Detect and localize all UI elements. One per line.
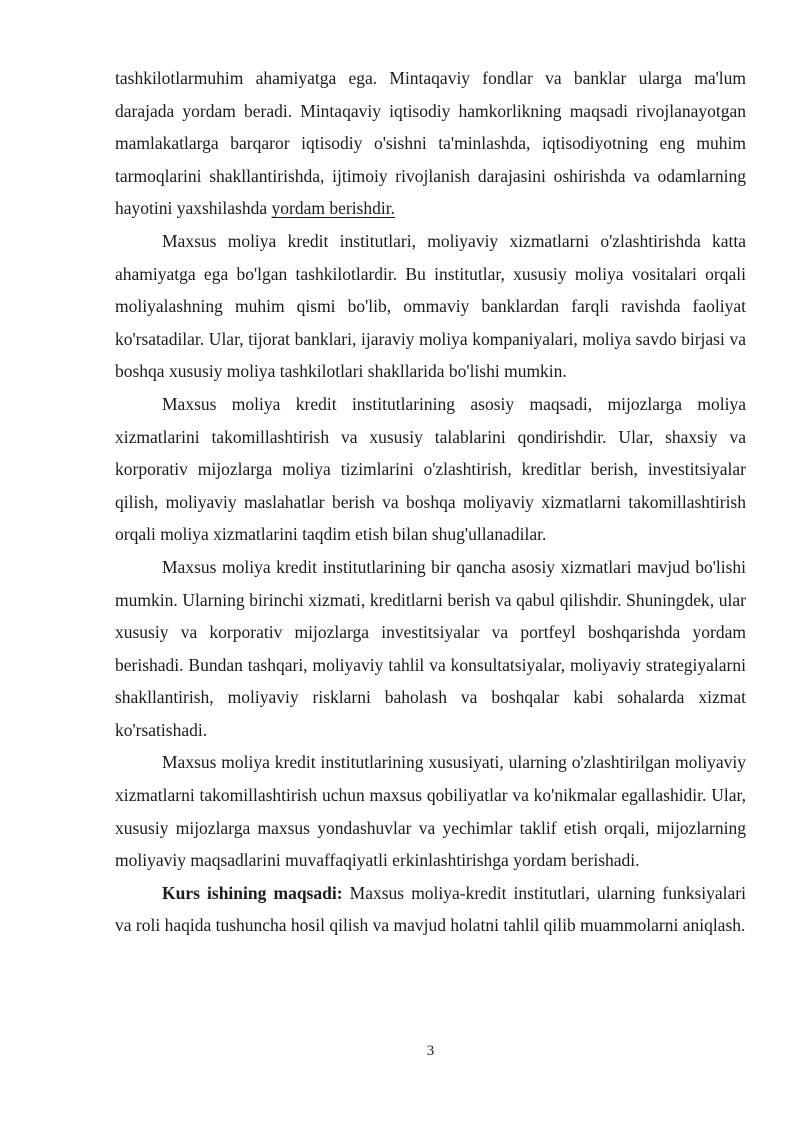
paragraph-5-text: Maxsus moliya kredit institutlarining xususiyati, ularning o'zlashtirilgan moliyaviy xizmatlarni takomillashtirish uchun maxsus qobiliyatlar va ko'nikmalar egallashidir. Ular, xususiy mijozlarga maxsus yondashuvlar va yechimlar taklif etish orqali, mijozlarning moliyaviy maqsadlarini muvaffaqiyatli erkinlashtirishga yordam berishadi. [115, 752, 746, 871]
paragraph-1-text: tashkilotlarmuhim ahamiyatga ega. Mintaqaviy fondlar va banklar ularga ma'lum darajada yordam beradi. Mintaqaviy iqtisodiy hamkorlikning maqsadi rivojlanayotgan mamlakatlarga barqaror iqtisodiy o'sishni ta'minlashda, iqtisodiyotning eng muhim tarmoqlarini shakllantirishda, ijtimoiy rivojlanish darajasini oshirishda va odamlarning hayotini yaxshilashda [115, 68, 746, 219]
paragraph-4 [115, 551, 746, 747]
paragraph-6-text: Maxsus moliya-kredit institutlari, ularning funksiyalari va roli haqida tushuncha hosil qilish va mavjud holatni tahlil qilib muammolarni aniqlash. [115, 882, 746, 936]
text-block [115, 62, 746, 942]
paragraph-5 [115, 746, 746, 876]
page-footer [115, 1041, 746, 1061]
paragraph-1-underlined-text: yordam berishdir. [271, 198, 395, 219]
page-number: 3 [426, 1043, 435, 1059]
paragraph-3 [115, 388, 746, 551]
paragraph-6 [115, 877, 746, 942]
paragraph-6-bold-lead: Kurs ishining maqsadi: [162, 882, 343, 903]
paragraph-2-text: Maxsus moliya kredit institutlari, moliyaviy xizmatlarni o'zlashtirishda katta ahamiyatga ega bo'lgan tashkilotlardir. Bu institutlar, xususiy moliya vositalari orqali moliyalashning muhim qismi bo'lib, ommaviy banklardan farqli ravishda faoliyat ko'rsatadilar. Ular, tijorat banklari, ijaraviy moliya kompaniyalari, moliya savdo birjasi va boshqa xususiy moliya tashkilotlari shakllarida bo'lishi mumkin. [115, 230, 746, 382]
paragraph-4-text: Maxsus moliya kredit institutlarining bir qancha asosiy xizmatlari mavjud bo'lishi mumkin. Ularning birinchi xizmati, kreditlarni berish va qabul qilishdir. Shuningdek, ular xususiy va korporativ mijozlarga investitsiyalar va portfeyl boshqarishda yordam berishadi. Bundan tashqari, moliyaviy tahlil va konsultatsiyalar, moliyaviy strategiyalarni shakllantirish, moliyaviy risklarni baholash va boshqalar kabi sohalarda xizmat ko'rsatishadi. [115, 556, 746, 740]
paragraph-2 [115, 225, 746, 388]
paragraph-1 [115, 62, 746, 225]
paragraph-3-text: Maxsus moliya kredit institutlarining asosiy maqsadi, mijozlarga moliya xizmatlarini takomillashtirish va xususiy talablarini qondirishdir. Ular, shaxsiy va korporativ mijozlarga moliya tizimlarini o'zlashtirish, kreditlar berish, investitsiyalar qilish, moliyaviy maslahatlar berish va boshqa moliyaviy xizmatlarni takomillashtirish orqali moliya xizmatlarini taqdim etish bilan shug'ullanadilar. [115, 393, 746, 545]
